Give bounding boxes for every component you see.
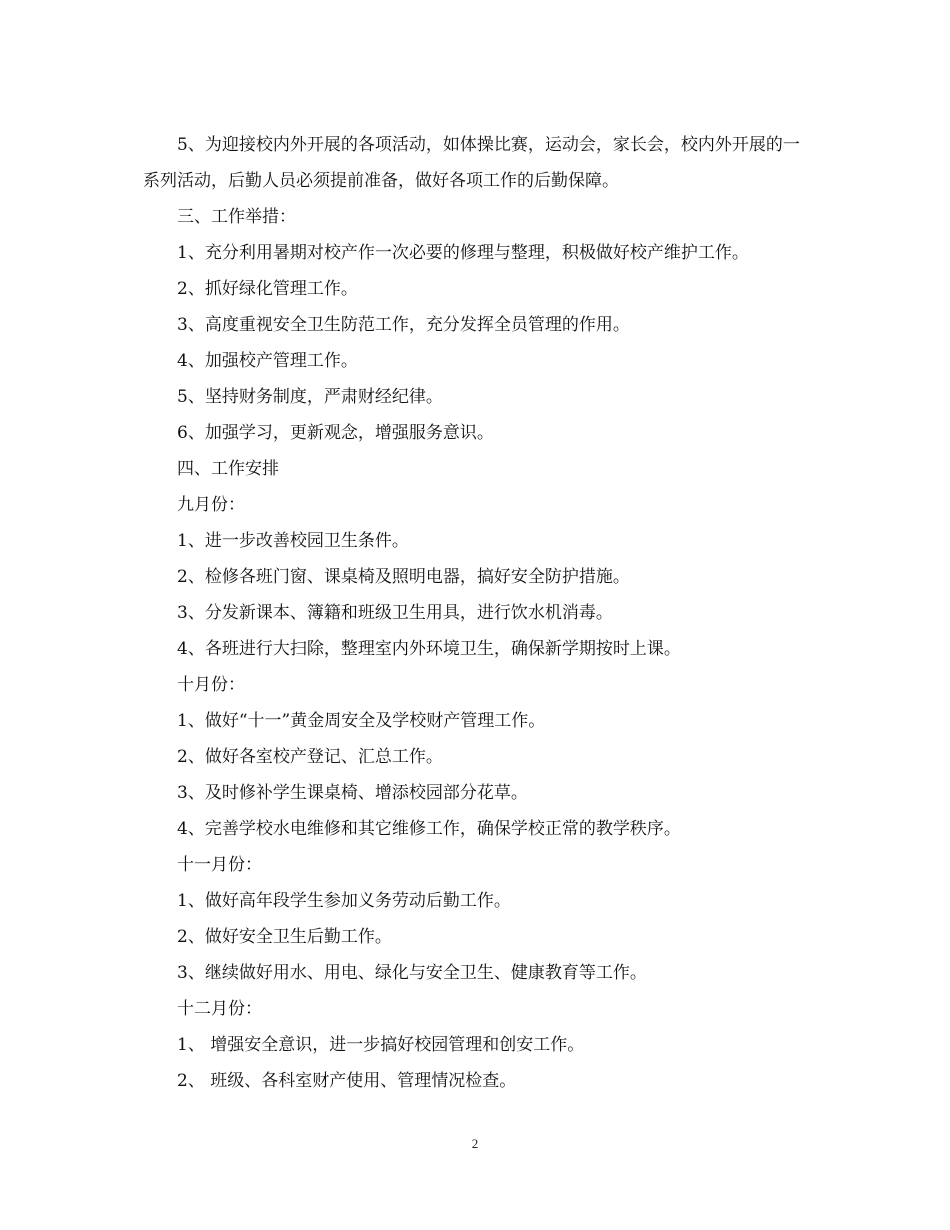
paragraph-october-4: 4、完善学校水电维修和其它维修工作，确保学校正常的教学秩序。 (177, 819, 681, 839)
paragraph-september-3: 3、分发新课本、簿籍和班级卫生用具，进行饮水机消毒。 (177, 603, 613, 623)
paragraph-october-3: 3、及时修补学生课桌椅、增添校园部分花草。 (177, 783, 528, 803)
document-body (143, 127, 808, 1099)
paragraph-november-1: 1、做好高年段学生参加义务劳动后勤工作。 (177, 891, 511, 911)
heading-work-arrangement: 四、工作安排 (177, 459, 279, 479)
heading-work-measures: 三、工作举措： (177, 207, 296, 227)
paragraph-october-1: 1、做好“十一”黄金周安全及学校财产管理工作。 (177, 711, 546, 731)
paragraph-measure-4: 4、加强校产管理工作。 (177, 351, 358, 371)
paragraph-october-2: 2、做好各室校产登记、汇总工作。 (177, 747, 443, 767)
paragraph-september-2: 2、检修各班门窗、课桌椅及照明电器，搞好安全防护措施。 (177, 567, 630, 587)
paragraph-measure-5: 5、坚持财务制度，严肃财经纪律。 (177, 387, 443, 407)
paragraph-measure-3: 3、高度重视安全卫生防范工作，充分发挥全员管理的作用。 (177, 315, 630, 335)
paragraph-november-3: 3、继续做好用水、用电、绿化与安全卫生、健康教育等工作。 (177, 963, 647, 983)
paragraph-measure-6: 6、加强学习，更新观念，增强服务意识。 (177, 423, 494, 443)
paragraph-activities: 5、为迎接校内外开展的各项活动，如体操比赛，运动会，家长会，校内外开展的一系列活动，后勤人员必须提前准备，做好各项工作的后勤保障。 (143, 135, 800, 191)
paragraph-measure-2: 2、抓好绿化管理工作。 (177, 279, 358, 299)
heading-september: 九月份： (177, 495, 245, 515)
page-number: 2 (471, 1136, 479, 1151)
heading-october: 十月份： (177, 675, 245, 695)
paragraph-september-4: 4、各班进行大扫除，整理室内外环境卫生，确保新学期按时上课。 (177, 639, 681, 659)
paragraph-september-1: 1、进一步改善校园卫生条件。 (177, 531, 409, 551)
paragraph-measure-1: 1、充分利用暑期对校产作一次必要的修理与整理，积极做好校产维护工作。 (177, 243, 749, 263)
paragraph-december-1: 1、 增强安全意识，进一步搞好校园管理和创安工作。 (177, 1035, 585, 1055)
paragraph-december-2: 2、 班级、各科室财产使用、管理情况检查。 (177, 1071, 517, 1091)
heading-november: 十一月份： (177, 855, 262, 875)
heading-december: 十二月份： (177, 999, 262, 1019)
paragraph-november-2: 2、做好安全卫生后勤工作。 (177, 927, 392, 947)
